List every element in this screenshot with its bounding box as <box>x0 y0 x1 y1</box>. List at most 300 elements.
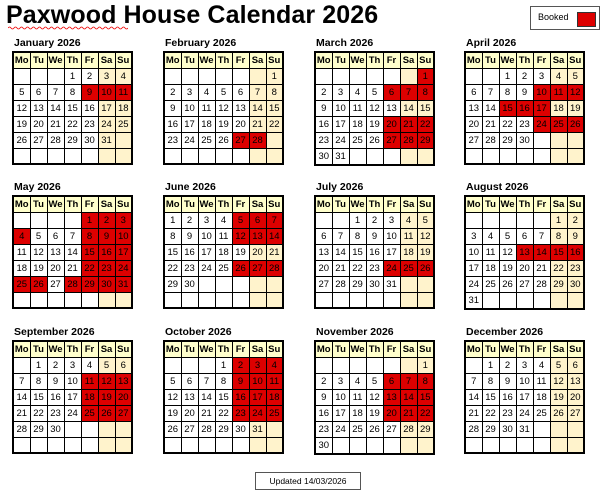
empty-cell <box>315 213 332 229</box>
empty-cell <box>13 69 30 85</box>
empty-cell <box>115 438 132 453</box>
day-cell: 13 <box>47 245 64 261</box>
day-cell: 27 <box>465 133 482 149</box>
weekday-header: We <box>198 341 215 358</box>
day-cell-booked: 24 <box>115 261 132 277</box>
day-cell-booked: 14 <box>400 390 417 406</box>
empty-cell <box>198 358 215 374</box>
day-cell: 29 <box>30 422 47 438</box>
day-cell: 18 <box>349 117 366 133</box>
day-cell: 13 <box>465 101 482 117</box>
month-block <box>314 37 456 166</box>
empty-cell <box>198 277 215 293</box>
day-cell: 31 <box>249 422 266 438</box>
day-cell: 30 <box>567 277 584 293</box>
day-cell: 10 <box>198 229 215 245</box>
day-cell: 17 <box>64 390 81 406</box>
weekday-header: Mo <box>465 196 482 213</box>
day-cell: 22 <box>499 117 516 133</box>
legend-label: Booked <box>538 12 569 22</box>
weekday-header: We <box>499 196 516 213</box>
weekday-header: Mo <box>13 196 30 213</box>
day-cell-booked: 11 <box>115 85 132 101</box>
day-cell: 14 <box>47 101 64 117</box>
day-cell: 18 <box>215 245 232 261</box>
empty-cell <box>266 422 283 438</box>
empty-cell <box>465 358 482 374</box>
day-cell: 23 <box>499 406 516 422</box>
day-cell: 5 <box>366 85 383 101</box>
day-cell: 5 <box>30 229 47 245</box>
day-cell: 26 <box>366 133 383 149</box>
day-cell: 6 <box>516 229 533 245</box>
day-cell: 11 <box>533 374 550 390</box>
weekday-header: Mo <box>13 341 30 358</box>
day-cell-booked: 17 <box>249 390 266 406</box>
day-cell: 18 <box>533 390 550 406</box>
day-cell: 27 <box>383 422 400 438</box>
day-cell: 27 <box>315 277 332 293</box>
weekday-header: Su <box>417 196 434 213</box>
day-cell-booked: 10 <box>533 85 550 101</box>
day-cell-booked: 25 <box>266 406 283 422</box>
day-cell: 23 <box>516 117 533 133</box>
empty-cell <box>215 293 232 308</box>
month-table <box>163 195 284 309</box>
day-cell-booked: 24 <box>533 117 550 133</box>
day-cell: 4 <box>198 85 215 101</box>
day-cell: 29 <box>164 277 181 293</box>
empty-cell <box>198 149 215 164</box>
empty-cell <box>383 438 400 455</box>
day-cell: 16 <box>366 245 383 261</box>
weekday-header: Su <box>266 341 283 358</box>
weekday-header: Th <box>366 196 383 213</box>
weekday-header: Su <box>567 52 584 69</box>
day-cell: 23 <box>47 406 64 422</box>
day-cell: 9 <box>567 229 584 245</box>
day-cell: 27 <box>181 422 198 438</box>
day-cell-booked: 26 <box>417 261 434 277</box>
weekday-header: Sa <box>249 52 266 69</box>
day-cell: 7 <box>482 85 499 101</box>
weekday-header: We <box>47 196 64 213</box>
day-cell: 1 <box>266 69 283 85</box>
day-cell-booked: 11 <box>81 374 98 390</box>
day-cell: 22 <box>164 261 181 277</box>
day-cell-booked: 27 <box>115 406 132 422</box>
day-cell: 26 <box>164 422 181 438</box>
day-cell: 25 <box>198 133 215 149</box>
weekday-header: We <box>47 341 64 358</box>
day-cell: 5 <box>215 85 232 101</box>
day-cell: 30 <box>232 422 249 438</box>
day-cell: 1 <box>550 213 567 229</box>
empty-cell <box>266 149 283 164</box>
day-cell: 7 <box>465 374 482 390</box>
day-cell: 3 <box>332 85 349 101</box>
weekday-header: Su <box>115 196 132 213</box>
empty-cell <box>64 213 81 229</box>
weekday-header: Mo <box>465 52 482 69</box>
day-cell: 22 <box>349 261 366 277</box>
empty-cell <box>533 133 550 149</box>
day-cell-booked: 14 <box>266 229 283 245</box>
day-cell-booked: 28 <box>64 277 81 293</box>
day-cell-booked: 4 <box>266 358 283 374</box>
day-cell: 10 <box>332 390 349 406</box>
day-cell: 24 <box>516 406 533 422</box>
empty-cell <box>533 293 550 310</box>
day-cell: 31 <box>383 277 400 293</box>
day-cell: 21 <box>482 117 499 133</box>
day-cell: 7 <box>332 229 349 245</box>
day-cell: 16 <box>164 117 181 133</box>
day-cell: 4 <box>400 213 417 229</box>
day-cell: 13 <box>567 374 584 390</box>
day-cell-booked: 15 <box>550 245 567 261</box>
day-cell-booked: 24 <box>249 406 266 422</box>
day-cell-booked: 25 <box>81 406 98 422</box>
day-cell-booked: 16 <box>232 390 249 406</box>
weekday-header: Th <box>516 341 533 358</box>
month-block <box>12 181 154 309</box>
weekday-header: We <box>499 341 516 358</box>
day-cell-booked: 16 <box>567 245 584 261</box>
weekday-header: Sa <box>249 341 266 358</box>
day-cell: 20 <box>567 390 584 406</box>
weekday-header: Th <box>64 52 81 69</box>
empty-cell <box>332 213 349 229</box>
empty-cell <box>232 293 249 308</box>
empty-cell <box>64 149 81 164</box>
empty-cell <box>400 438 417 455</box>
day-cell: 10 <box>465 245 482 261</box>
weekday-header: Sa <box>98 341 115 358</box>
day-cell-booked: 29 <box>81 277 98 293</box>
weekday-header: Th <box>64 341 81 358</box>
day-cell-booked: 28 <box>249 133 266 149</box>
day-cell: 10 <box>64 374 81 390</box>
day-cell: 12 <box>366 101 383 117</box>
empty-cell <box>47 438 64 453</box>
weekday-header: Su <box>115 341 132 358</box>
empty-cell <box>516 438 533 453</box>
empty-cell <box>215 69 232 85</box>
day-cell: 9 <box>366 229 383 245</box>
weekday-header: Su <box>417 341 434 358</box>
empty-cell <box>465 438 482 453</box>
day-cell: 28 <box>482 133 499 149</box>
empty-cell <box>383 293 400 308</box>
day-cell-booked: 16 <box>516 101 533 117</box>
day-cell-booked: 26 <box>232 261 249 277</box>
empty-cell <box>465 213 482 229</box>
weekday-header: Fr <box>383 52 400 69</box>
weekday-header: Mo <box>315 52 332 69</box>
empty-cell <box>383 358 400 374</box>
weekday-header: Th <box>516 52 533 69</box>
empty-cell <box>567 133 584 149</box>
weekday-header: We <box>499 52 516 69</box>
empty-cell <box>98 293 115 308</box>
empty-cell <box>47 293 64 308</box>
day-cell: 4 <box>482 229 499 245</box>
day-cell: 6 <box>47 229 64 245</box>
empty-cell <box>499 438 516 453</box>
day-cell: 11 <box>400 229 417 245</box>
empty-cell <box>198 438 215 453</box>
day-cell-booked: 10 <box>249 374 266 390</box>
empty-cell <box>98 149 115 164</box>
day-cell: 26 <box>215 133 232 149</box>
empty-cell <box>550 149 567 164</box>
empty-cell <box>64 422 81 438</box>
day-cell-booked: 6 <box>383 374 400 390</box>
month-table <box>12 195 133 309</box>
month-table <box>314 340 435 455</box>
weekday-header: Mo <box>164 341 181 358</box>
day-cell-booked: 22 <box>81 261 98 277</box>
day-cell: 24 <box>332 422 349 438</box>
empty-cell <box>533 438 550 453</box>
empty-cell <box>232 438 249 453</box>
day-cell-booked: 13 <box>115 374 132 390</box>
day-cell-booked: 10 <box>115 229 132 245</box>
day-cell: 18 <box>198 117 215 133</box>
day-cell: 6 <box>232 85 249 101</box>
day-cell-booked: 13 <box>383 390 400 406</box>
empty-cell <box>482 69 499 85</box>
empty-cell <box>81 149 98 164</box>
weekday-header: Sa <box>550 52 567 69</box>
weekday-header: Su <box>266 196 283 213</box>
day-cell: 28 <box>198 422 215 438</box>
day-cell: 26 <box>499 277 516 293</box>
weekday-header: Tu <box>181 196 198 213</box>
day-cell: 16 <box>181 245 198 261</box>
empty-cell <box>215 149 232 164</box>
day-cell-booked: 26 <box>98 406 115 422</box>
day-cell: 7 <box>64 229 81 245</box>
day-cell: 8 <box>266 85 283 101</box>
day-cell: 24 <box>332 133 349 149</box>
weekday-header: Fr <box>533 341 550 358</box>
day-cell-booked: 12 <box>98 374 115 390</box>
day-cell: 31 <box>465 293 482 310</box>
empty-cell <box>266 277 283 293</box>
updated-note: Updated 14/03/2026 <box>255 472 361 490</box>
empty-cell <box>249 69 266 85</box>
empty-cell <box>47 149 64 164</box>
empty-cell <box>81 438 98 453</box>
empty-cell <box>13 293 30 308</box>
empty-cell <box>115 422 132 438</box>
day-cell: 27 <box>567 406 584 422</box>
weekday-header: We <box>47 52 64 69</box>
empty-cell <box>30 69 47 85</box>
day-cell: 6 <box>115 358 132 374</box>
day-cell: 9 <box>516 85 533 101</box>
day-cell: 15 <box>164 245 181 261</box>
weekday-header: Fr <box>232 341 249 358</box>
day-cell: 31 <box>332 149 349 166</box>
day-cell: 8 <box>30 374 47 390</box>
day-cell-booked: 25 <box>400 261 417 277</box>
weekday-header: We <box>349 52 366 69</box>
empty-cell <box>400 149 417 166</box>
empty-cell <box>400 293 417 308</box>
day-cell: 17 <box>332 406 349 422</box>
day-cell: 20 <box>47 261 64 277</box>
day-cell: 1 <box>164 213 181 229</box>
day-cell: 4 <box>533 358 550 374</box>
day-cell-booked: 13 <box>516 245 533 261</box>
empty-cell <box>332 69 349 85</box>
day-cell: 19 <box>30 261 47 277</box>
weekday-header: Th <box>64 196 81 213</box>
day-cell: 20 <box>249 245 266 261</box>
day-cell-booked: 20 <box>383 117 400 133</box>
day-cell: 1 <box>417 358 434 374</box>
empty-cell <box>349 438 366 455</box>
empty-cell <box>13 358 30 374</box>
day-cell: 6 <box>181 374 198 390</box>
weekday-header: Sa <box>550 341 567 358</box>
day-cell: 25 <box>533 406 550 422</box>
day-cell: 20 <box>465 117 482 133</box>
day-cell: 19 <box>567 101 584 117</box>
weekday-header: Tu <box>181 341 198 358</box>
day-cell: 3 <box>533 69 550 85</box>
empty-cell <box>232 149 249 164</box>
day-cell: 13 <box>232 101 249 117</box>
empty-cell <box>332 358 349 374</box>
day-cell: 16 <box>81 101 98 117</box>
day-cell: 5 <box>567 69 584 85</box>
month-block <box>314 326 456 455</box>
weekday-header: Th <box>215 52 232 69</box>
day-cell: 27 <box>47 277 64 293</box>
day-cell: 12 <box>30 245 47 261</box>
day-cell-booked: 16 <box>98 245 115 261</box>
day-cell-booked: 13 <box>249 229 266 245</box>
empty-cell <box>499 293 516 310</box>
month-title: July 2026 <box>316 181 364 193</box>
empty-cell <box>81 422 98 438</box>
day-cell: 17 <box>332 117 349 133</box>
month-title: March 2026 <box>316 37 374 49</box>
empty-cell <box>482 213 499 229</box>
day-cell-booked: 18 <box>81 390 98 406</box>
day-cell: 29 <box>215 422 232 438</box>
day-cell: 8 <box>550 229 567 245</box>
month-table <box>314 195 435 309</box>
day-cell: 24 <box>98 117 115 133</box>
empty-cell <box>567 293 584 310</box>
day-cell: 28 <box>13 422 30 438</box>
day-cell: 19 <box>215 117 232 133</box>
day-cell: 3 <box>98 69 115 85</box>
month-block <box>314 181 456 309</box>
weekday-header: Th <box>366 52 383 69</box>
day-cell-booked: 3 <box>249 358 266 374</box>
day-cell-booked: 15 <box>499 101 516 117</box>
day-cell-booked: 2 <box>98 213 115 229</box>
empty-cell <box>164 69 181 85</box>
day-cell: 5 <box>499 229 516 245</box>
day-cell: 24 <box>465 277 482 293</box>
day-cell: 23 <box>366 261 383 277</box>
month-title: May 2026 <box>14 181 61 193</box>
day-cell: 29 <box>417 422 434 438</box>
day-cell: 30 <box>315 438 332 455</box>
month-table <box>163 340 284 454</box>
day-cell-booked: 24 <box>383 261 400 277</box>
day-cell: 2 <box>366 213 383 229</box>
day-cell: 4 <box>550 69 567 85</box>
day-cell: 19 <box>366 117 383 133</box>
day-cell: 6 <box>465 85 482 101</box>
day-cell: 1 <box>30 358 47 374</box>
day-cell: 11 <box>349 101 366 117</box>
weekday-header: Su <box>115 52 132 69</box>
day-cell: 19 <box>232 245 249 261</box>
day-cell: 14 <box>400 101 417 117</box>
day-cell: 5 <box>164 374 181 390</box>
empty-cell <box>181 149 198 164</box>
day-cell-booked: 31 <box>115 277 132 293</box>
day-cell-booked: 2 <box>232 358 249 374</box>
empty-cell <box>349 149 366 166</box>
day-cell-booked: 14 <box>533 245 550 261</box>
empty-cell <box>81 293 98 308</box>
day-cell: 23 <box>567 261 584 277</box>
day-cell: 2 <box>181 213 198 229</box>
day-cell: 11 <box>215 229 232 245</box>
day-cell-booked: 12 <box>567 85 584 101</box>
day-cell: 14 <box>198 390 215 406</box>
day-cell: 21 <box>64 261 81 277</box>
empty-cell <box>115 149 132 164</box>
legend-box <box>530 6 600 30</box>
day-cell-booked: 25 <box>550 117 567 133</box>
weekday-header: Su <box>266 52 283 69</box>
empty-cell <box>315 69 332 85</box>
day-cell-booked: 8 <box>81 229 98 245</box>
day-cell: 17 <box>198 245 215 261</box>
day-cell-booked: 6 <box>383 85 400 101</box>
weekday-header: Sa <box>550 196 567 213</box>
day-cell: 21 <box>249 117 266 133</box>
day-cell-booked: 10 <box>98 85 115 101</box>
day-cell: 15 <box>349 245 366 261</box>
day-cell-booked: 23 <box>232 406 249 422</box>
day-cell: 12 <box>13 101 30 117</box>
day-cell: 4 <box>81 358 98 374</box>
day-cell: 17 <box>516 390 533 406</box>
empty-cell <box>249 149 266 164</box>
day-cell: 19 <box>164 406 181 422</box>
day-cell: 8 <box>164 229 181 245</box>
empty-cell <box>249 277 266 293</box>
day-cell: 2 <box>315 85 332 101</box>
day-cell: 1 <box>499 69 516 85</box>
day-cell: 18 <box>13 261 30 277</box>
day-cell: 15 <box>482 390 499 406</box>
empty-cell <box>30 438 47 453</box>
day-cell: 10 <box>516 374 533 390</box>
